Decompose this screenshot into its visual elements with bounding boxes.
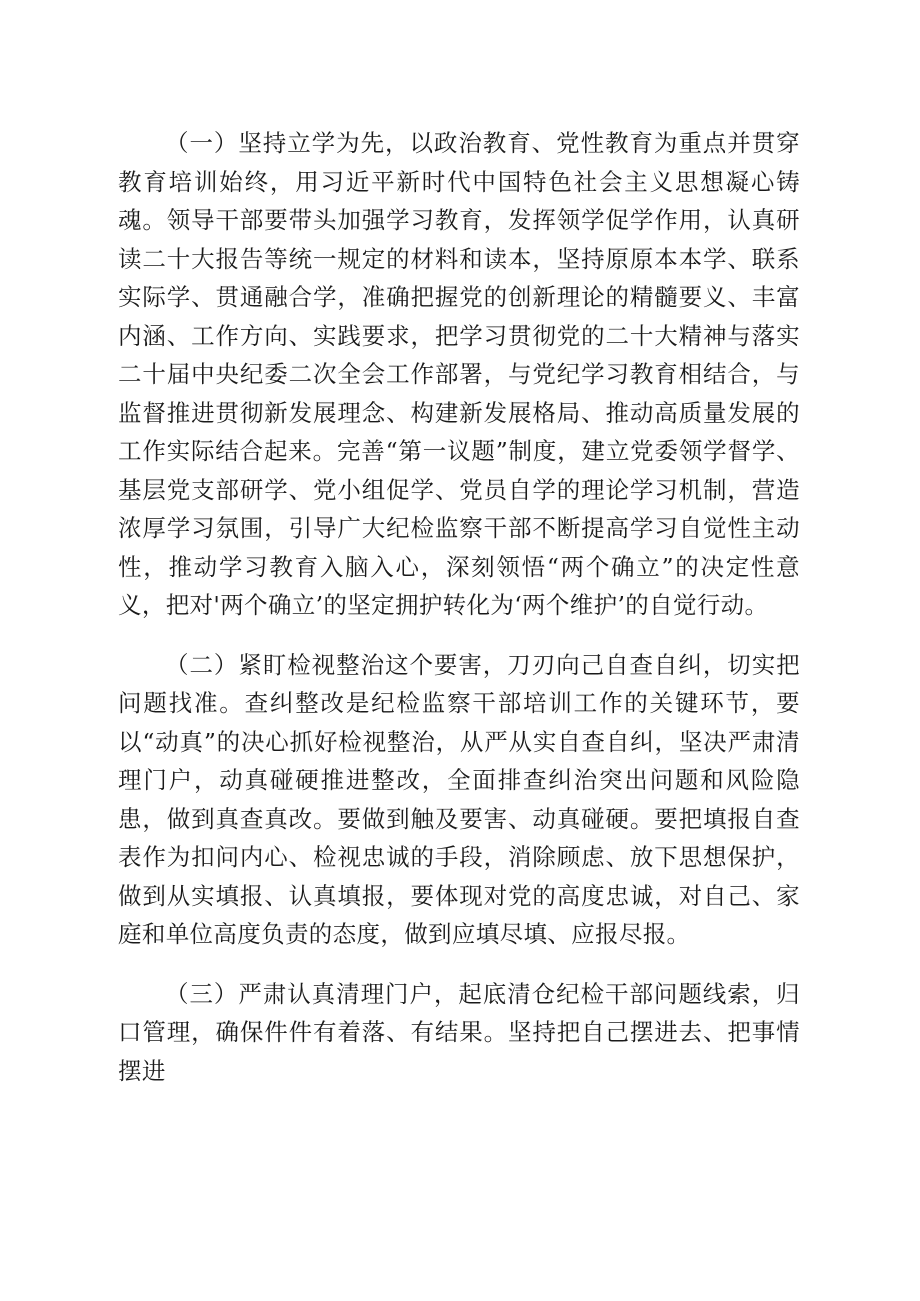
paragraph-3 — [118, 975, 800, 1091]
paragraph-3-text: （三）严肃认真清理门户，起底清仓纪检干部问题线索，归口管理，确保件件有着落、有结果。坚持把自己摆进去、把事情摆进 — [118, 979, 800, 1085]
paragraph-1 — [118, 124, 800, 625]
paragraph-2 — [118, 646, 800, 954]
paragraph-2-lead: （二）紧盯检视整治这个要害， — [165, 650, 508, 679]
paragraph-2-text: 刀刃向己自查自纠，切实把问题找准。查纠整改是纪检监察干部培训工作的关键环节，要以“动真”的决心抓好检视整治，从严从实自查自纠，坚决严肃清理门户，动真碰硬推进整改，全面排查纠治突出问题和风险隐患，做到真查真改。要做到触及要害、动真碰硬。要把填报自查表作为扣问内心、检视忠诚的手段，消除顾虑、放下思想保护，做到从实填报、认真填报，要体现对党的高度忠诚，对自己、家庭和单位高度负责的态度，做到应填尽填、应报尽报。 — [118, 650, 801, 948]
paragraph-1-text: （一）坚持立学为先，以政治教育、党性教育为重点并贯穿教育培训始终，用习近平新时代中国特色社会主义思想凝心铸魂。领导干部要带头加强学习教育，发挥领学促学作用，认真研读二十大报告等统一规定的材料和读本，坚持原原本本学、联系实际学、贯通融合学，准确把握党的创新理论的精髓要义、丰富内涵、工作方向、实践要求，把学习贯彻党的二十大精神与落实二十届中央纪委二次全会工作部署，与党纪学习教育相结合，与监督推进贯彻新发展理念、构建新发展格局、推动高质量发展的工作实际结合起来。完善“第一议题”制度，建立党委领学督学、基层党支部研学、党小组促学、党员自学的理论学习机制，营造浓厚学习氛围，引导广大纪检监察干部不断提高学习自觉性主动性，推动学习教育入脑入心，深刻领悟“两个确立”的决定性意义，把对'两个确立’的坚定拥护转化为‘两个维护’的自觉行动。 — [118, 129, 800, 619]
document-body — [118, 124, 800, 1090]
